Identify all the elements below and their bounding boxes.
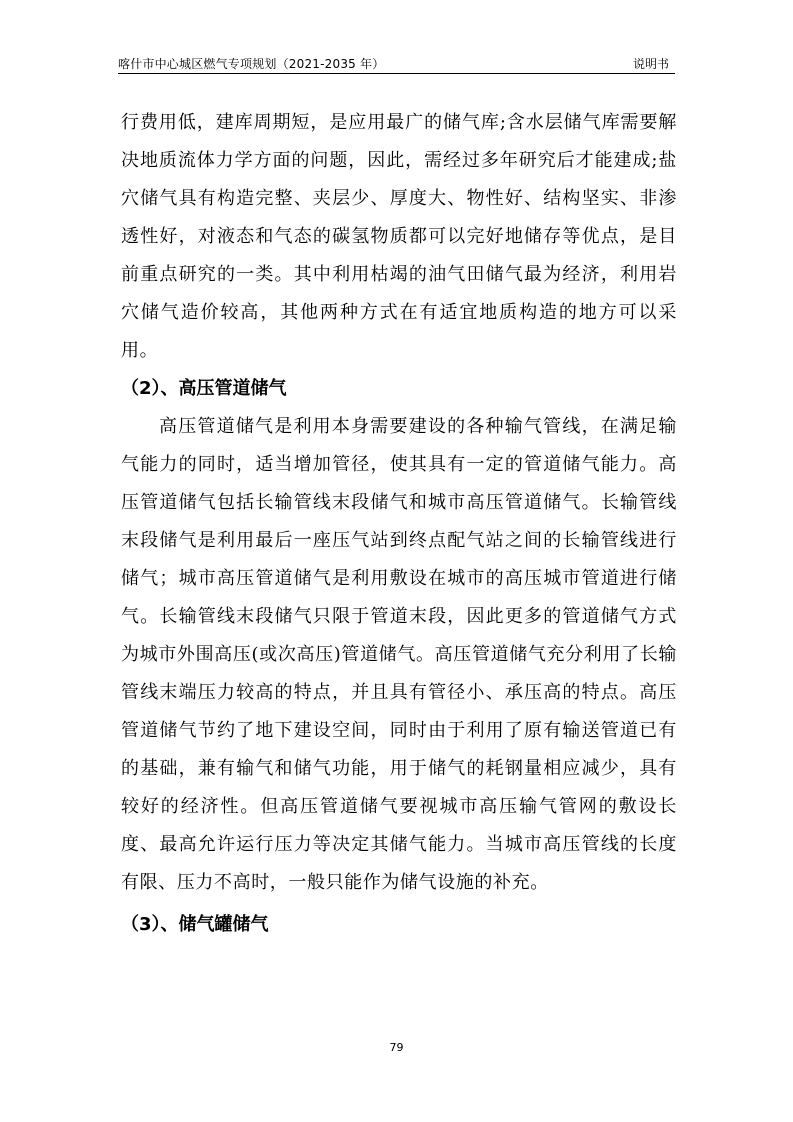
document-title: 喀什市中心城区燃气专项规划（2021-2035 年）: [118, 57, 385, 71]
page-header: [118, 51, 675, 74]
paragraph-pipeline-storage: 高压管道储气是利用本身需要建设的各种输气管线，在满足输气能力的同时，适当增加管径，使其具有一定的管道储气能力。高压管道储气包括长输管线末段储气和城市高压管道储气。长输管线末段储气是利用最后一座压气站到终点配气站之间的长输管线进行储气；城市高压管道储气是利用敷设在城市的高压城市管道进行储气。长输管线末段储气只限于管道末段，因此更多的管道储气方式为城市外围高压(或次高压)管道储气。高压管道储气充分利用了长输管线末端压力较高的特点，并且具有管径小、承压高的特点。高压管道储气节约了地下建设空间，同时由于利用了原有输送管道已有的基础，兼有输气和储气功能，用于储气的耗钢量相应减少，具有较好的经济性。但高压管道储气要视城市高压输气管网的敷设长度、最高允许运行压力等决定其储气能力。当城市高压管线的长度有限、压力不高时，一般只能作为储气设施的补充。: [121, 416, 677, 893]
heading-storage-tank: （3）、储气罐储气: [121, 914, 269, 935]
paragraph-storage-types: 行费用低，建库周期短，是应用最广的储气库;含水层储气库需要解决地质流体力学方面的问题，因此，需经过多年研究后才能建成;盐穴储气具有构造完整、夹层少、厚度大、物性好、结构坚实、非渗透性好，对液态和气态的碳氢物质都可以完好地储存等优点，是目前重点研究的一类。其中利用枯竭的油气田储气最为经济，利用岩穴储气造价较高，其他两种方式在有适宜地质构造的地方可以采用。: [121, 112, 677, 361]
page-number: 79: [389, 1041, 404, 1054]
page-body: [121, 104, 677, 944]
heading-high-pressure-pipeline: （2）、高压管道储气: [121, 378, 287, 399]
section-label: 说明书: [632, 57, 669, 71]
